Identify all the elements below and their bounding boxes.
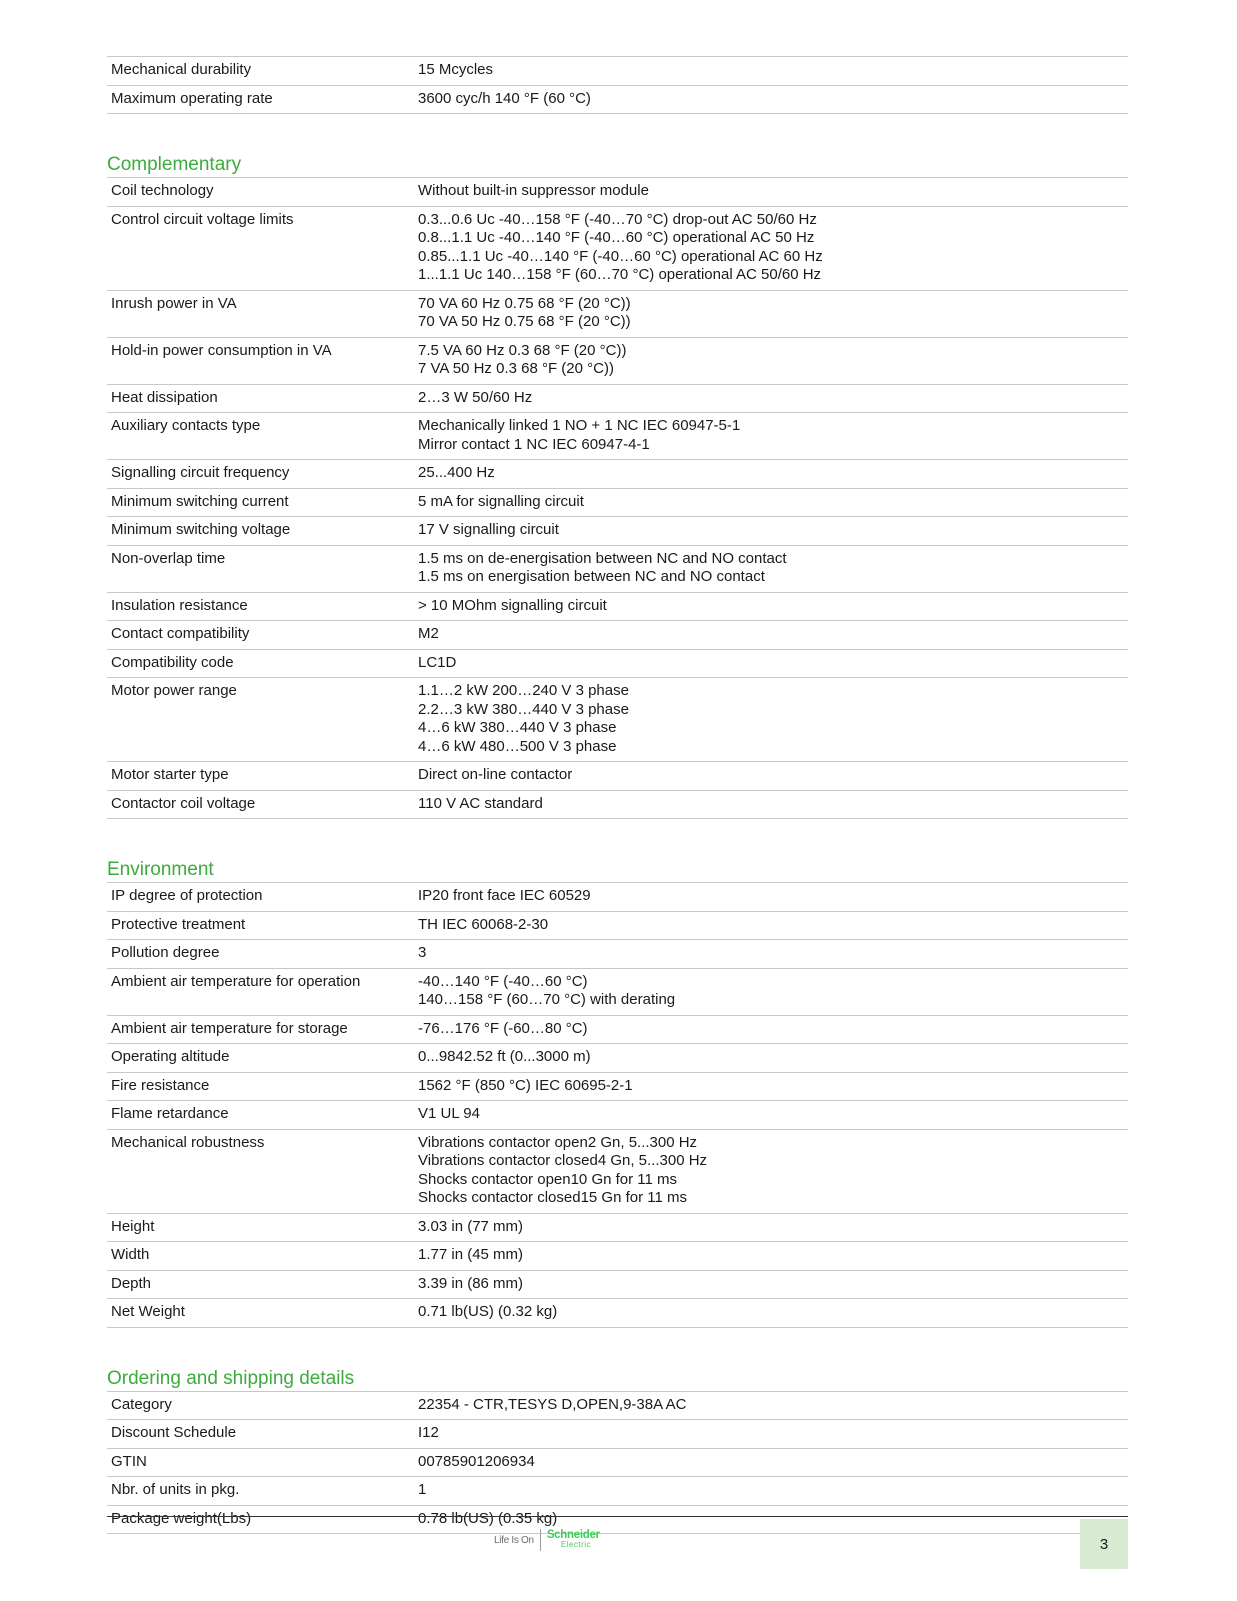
spec-row <box>107 206 1128 290</box>
section-title: Environment <box>107 859 214 880</box>
spec-value <box>414 290 1128 337</box>
spec-value-line: Direct on-line contactor <box>418 766 573 783</box>
spec-value <box>414 517 1128 546</box>
spec-section <box>107 56 1128 114</box>
spec-value-line: 3.03 in (77 mm) <box>418 1217 524 1235</box>
section-spacer <box>107 1328 1128 1368</box>
spec-label: Ambient air temperature for storage <box>107 1015 414 1044</box>
spec-label: Non-overlap time <box>107 545 414 592</box>
spec-label: Signalling circuit frequency <box>107 460 414 489</box>
spec-label: Fire resistance <box>107 1072 414 1101</box>
spec-value <box>414 413 1128 460</box>
spec-value <box>414 85 1128 114</box>
spec-row <box>107 1391 1128 1420</box>
spec-value-line: IP20 front face IEC 60529 <box>418 887 591 904</box>
spec-label: Flame retardance <box>107 1101 414 1130</box>
spec-table <box>107 56 1128 114</box>
section-title: Ordering and shipping details <box>107 1367 355 1389</box>
spec-value-line: 1.5 ms on de-energisation between NC and NO contact <box>418 549 787 567</box>
spec-value-line: Vibrations contactor closed4 Gn, 5...300 Hz <box>418 1152 708 1169</box>
spec-value-line: 3.39 in (86 mm) <box>418 1274 524 1292</box>
spec-value <box>414 678 1128 762</box>
spec-value-line: TH IEC 60068-2-30 <box>418 915 549 933</box>
spec-value-line: 0...9842.52 ft (0...3000 m) <box>418 1048 591 1065</box>
spec-table <box>107 1391 1128 1535</box>
page-number: 3 <box>1080 1519 1128 1569</box>
spec-label: Inrush power in VA <box>107 290 414 337</box>
spec-value <box>414 883 1128 912</box>
spec-value-line: Shocks contactor open10 Gn for 11 ms <box>418 1170 678 1188</box>
spec-row <box>107 592 1128 621</box>
spec-value <box>414 1391 1128 1420</box>
spec-section <box>107 1368 1128 1535</box>
spec-value-line: 7 VA 50 Hz 0.3 68 °F (20 °C)) <box>418 360 614 377</box>
spec-row <box>107 413 1128 460</box>
spec-value-line: 17 V signalling circuit <box>418 521 559 538</box>
spec-row <box>107 1044 1128 1073</box>
spec-value-line: 00785901206934 <box>418 1452 535 1470</box>
spec-label: Width <box>107 1242 414 1271</box>
spec-label: Coil technology <box>107 178 414 207</box>
spec-value-line: Without built-in suppressor module <box>418 182 649 199</box>
spec-value <box>414 762 1128 791</box>
spec-value <box>414 460 1128 489</box>
spec-value <box>414 1448 1128 1477</box>
spec-label: GTIN <box>107 1448 414 1477</box>
spec-row <box>107 790 1128 819</box>
spec-label: Compatibility code <box>107 649 414 678</box>
spec-section <box>107 859 1128 1328</box>
spec-value <box>414 1242 1128 1271</box>
spec-value <box>414 790 1128 819</box>
spec-value-line: 1 <box>418 1481 427 1498</box>
spec-label: Ambient air temperature for operation <box>107 968 414 1015</box>
spec-value-line: 1.5 ms on energisation between NC and NO contact <box>418 568 765 585</box>
spec-value-line: 110 V AC standard <box>418 794 543 812</box>
schneider-logo <box>494 1529 600 1551</box>
spec-value <box>414 1129 1128 1213</box>
spec-value <box>414 1044 1128 1073</box>
spec-label: Category <box>107 1391 414 1420</box>
spec-value <box>414 57 1128 86</box>
spec-row <box>107 1015 1128 1044</box>
spec-value-line: Vibrations contactor open2 Gn, 5...300 Hz <box>418 1133 698 1151</box>
spec-value <box>414 1299 1128 1328</box>
spec-row <box>107 1072 1128 1101</box>
spec-row <box>107 762 1128 791</box>
spec-value <box>414 649 1128 678</box>
spec-value-line: 7.5 VA 60 Hz 0.3 68 °F (20 °C)) <box>418 341 627 359</box>
spec-row <box>107 883 1128 912</box>
spec-value-line: 3 <box>418 944 427 961</box>
spec-row <box>107 1420 1128 1449</box>
spec-value-line: 1562 °F (850 °C) IEC 60695-2-1 <box>418 1076 633 1094</box>
spec-label: Discount Schedule <box>107 1420 414 1449</box>
spec-value-line: Mechanically linked 1 NO + 1 NC IEC 60947-5-1 <box>418 417 741 434</box>
spec-label: Operating altitude <box>107 1044 414 1073</box>
spec-value-line: -76…176 °F (-60…80 °C) <box>418 1019 588 1037</box>
section-spacer <box>107 114 1128 154</box>
spec-value-line: 1.77 in (45 mm) <box>418 1246 524 1263</box>
spec-value-line: 2…3 W 50/60 Hz <box>418 388 533 406</box>
spec-value-line: 0.8...1.1 Uc -40…140 °F (-40…60 °C) operational AC 50 Hz <box>418 229 815 246</box>
spec-value-line: 1.1…2 kW 200…240 V 3 phase <box>418 682 629 699</box>
spec-label: Motor starter type <box>107 762 414 791</box>
spec-value-line: 1...1.1 Uc 140…158 °F (60…70 °C) operational AC 50/60 Hz <box>418 266 822 283</box>
spec-value <box>414 384 1128 413</box>
spec-row <box>107 545 1128 592</box>
spec-value-line: Mirror contact 1 NC IEC 60947-4-1 <box>418 435 650 453</box>
spec-row <box>107 178 1128 207</box>
spec-label: Hold-in power consumption in VA <box>107 337 414 384</box>
spec-value-line: LC1D <box>418 653 457 671</box>
spec-label: Control circuit voltage limits <box>107 206 414 290</box>
spec-value <box>414 337 1128 384</box>
spec-row <box>107 1213 1128 1242</box>
spec-row <box>107 649 1128 678</box>
spec-row <box>107 621 1128 650</box>
spec-value <box>414 621 1128 650</box>
spec-value <box>414 178 1128 207</box>
spec-value <box>414 1101 1128 1130</box>
spec-label: Height <box>107 1213 414 1242</box>
page-footer <box>107 1516 1128 1601</box>
spec-label: Maximum operating rate <box>107 85 414 114</box>
spec-value-line: 0.71 lb(US) (0.32 kg) <box>418 1303 558 1320</box>
spec-value <box>414 1270 1128 1299</box>
spec-row <box>107 1242 1128 1271</box>
spec-value <box>414 968 1128 1015</box>
spec-label: Minimum switching voltage <box>107 517 414 546</box>
spec-row <box>107 940 1128 969</box>
spec-row <box>107 1448 1128 1477</box>
spec-label: IP degree of protection <box>107 883 414 912</box>
spec-value-line: 5 mA for signalling circuit <box>418 492 584 510</box>
spec-label: Mechanical durability <box>107 57 414 86</box>
spec-row <box>107 911 1128 940</box>
spec-table <box>107 177 1128 819</box>
spec-label: Mechanical robustness <box>107 1129 414 1213</box>
spec-label: Protective treatment <box>107 911 414 940</box>
spec-value <box>414 545 1128 592</box>
spec-row <box>107 85 1128 114</box>
spec-value-line: 0.85...1.1 Uc -40…140 °F (-40…60 °C) operational AC 60 Hz <box>418 247 823 265</box>
spec-row <box>107 384 1128 413</box>
spec-label: Pollution degree <box>107 940 414 969</box>
spec-label: Motor power range <box>107 678 414 762</box>
spec-row <box>107 488 1128 517</box>
spec-row <box>107 1129 1128 1213</box>
spec-value-line: 15 Mcycles <box>418 61 494 78</box>
spec-row <box>107 968 1128 1015</box>
spec-label: Nbr. of units in pkg. <box>107 1477 414 1506</box>
spec-value <box>414 1072 1128 1101</box>
brand-subname: Electric <box>560 1540 592 1549</box>
spec-label: Net Weight <box>107 1299 414 1328</box>
spec-value-line: 25...400 Hz <box>418 464 495 481</box>
section-title: Complementary <box>107 154 242 175</box>
spec-label: Heat dissipation <box>107 384 414 413</box>
spec-value-line: V1 UL 94 <box>418 1105 480 1122</box>
spec-row <box>107 517 1128 546</box>
spec-value <box>414 206 1128 290</box>
spec-row <box>107 1299 1128 1328</box>
spec-label: Contactor coil voltage <box>107 790 414 819</box>
spec-value-line: M2 <box>418 625 439 642</box>
spec-value-line: 4…6 kW 380…440 V 3 phase <box>418 719 617 736</box>
spec-value-line: Shocks contactor closed15 Gn for 11 ms <box>418 1189 688 1206</box>
spec-value <box>414 940 1128 969</box>
spec-value <box>414 911 1128 940</box>
spec-value-line: > 10 MOhm signalling circuit <box>418 596 607 614</box>
spec-sheet <box>107 56 1128 1534</box>
spec-value-line: 0.78 lb(US) (0.35 kg) <box>418 1509 558 1527</box>
spec-row <box>107 1101 1128 1130</box>
spec-row <box>107 678 1128 762</box>
spec-value-line: I12 <box>418 1424 439 1441</box>
spec-value <box>414 1213 1128 1242</box>
logo-divider <box>540 1529 541 1551</box>
spec-value-line: 70 VA 60 Hz 0.75 68 °F (20 °C)) <box>418 294 631 312</box>
brand-wordmark <box>547 1530 600 1550</box>
spec-row <box>107 57 1128 86</box>
spec-value <box>414 1477 1128 1506</box>
spec-value-line: 4…6 kW 480…500 V 3 phase <box>418 737 617 755</box>
spec-label: Insulation resistance <box>107 592 414 621</box>
spec-value-line: 70 VA 50 Hz 0.75 68 °F (20 °C)) <box>418 313 631 330</box>
spec-label: Depth <box>107 1270 414 1299</box>
spec-value-line: 140…158 °F (60…70 °C) with derating <box>418 991 676 1008</box>
life-is-on-slogan: Life Is On <box>494 1534 534 1546</box>
spec-value <box>414 1420 1128 1449</box>
spec-value <box>414 1015 1128 1044</box>
spec-label: Minimum switching current <box>107 488 414 517</box>
brand-name: Schneider <box>546 1529 600 1541</box>
spec-label: Package weight(Lbs) <box>107 1505 414 1534</box>
spec-value-line: 2.2…3 kW 380…440 V 3 phase <box>418 700 629 718</box>
spec-label: Contact compatibility <box>107 621 414 650</box>
spec-value <box>414 592 1128 621</box>
spec-section <box>107 154 1128 819</box>
spec-row <box>107 1477 1128 1506</box>
spec-value-line: 0.3...0.6 Uc -40…158 °F (-40…70 °C) drop-out AC 50/60 Hz <box>418 210 817 228</box>
spec-value-line: 3600 cyc/h 140 °F (60 °C) <box>418 89 591 107</box>
spec-row <box>107 290 1128 337</box>
spec-row <box>107 337 1128 384</box>
spec-row <box>107 460 1128 489</box>
spec-label: Auxiliary contacts type <box>107 413 414 460</box>
spec-value <box>414 488 1128 517</box>
spec-value-line: 22354 - CTR,TESYS D,OPEN,9-38A AC <box>418 1395 687 1413</box>
section-spacer <box>107 819 1128 859</box>
spec-value-line: -40…140 °F (-40…60 °C) <box>418 972 588 990</box>
spec-row <box>107 1270 1128 1299</box>
spec-table <box>107 882 1128 1328</box>
